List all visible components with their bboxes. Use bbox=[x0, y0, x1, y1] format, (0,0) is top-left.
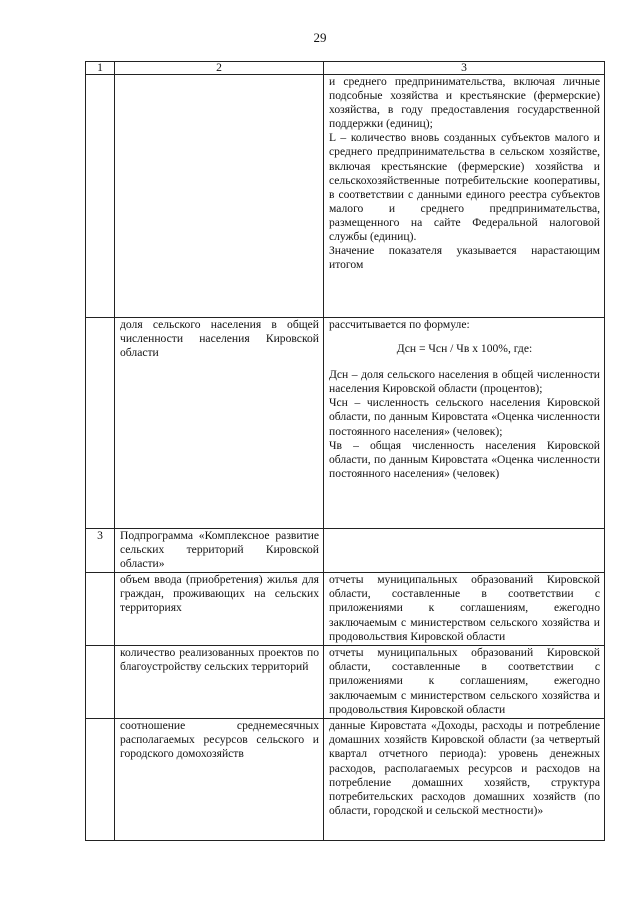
table-row bbox=[86, 573, 605, 646]
table-row bbox=[86, 719, 605, 841]
source-cell bbox=[324, 318, 605, 529]
page-number: 29 bbox=[313, 30, 327, 45]
subprogram-title-cell: Подпрограмма «Комплексное развитие сельских территорий Кировской области» bbox=[115, 529, 324, 573]
paragraph: Чсн – численность сельского населения Кировской области, по данным Кировстата «Оценка численности постоянного населения» (человек); bbox=[329, 396, 600, 438]
indicator-name-cell bbox=[115, 75, 324, 318]
source-cell bbox=[324, 573, 605, 646]
paragraph: данные Кировстата «Доходы, расходы и потребление домашних хозяйств Кировской области (за четвертый квартал отчетного периода): уровень денежных расходов, располагаемых ресурсов и расходов на потребление домашних хозяйств, структура потребительских расходов домашних хозяйств (по области, городской и сельской местности)» bbox=[329, 719, 600, 817]
paragraph: отчеты муниципальных образований Кировской области, составленные в соответствии с приложениями к соглашениям, ежегодно заключаемым с министерством сельского хозяйства и продовольствия Кировской области bbox=[329, 646, 600, 716]
paragraph: L – количество вновь созданных субъектов малого и среднего предпринимательства в сельском хозяйстве, включая крестьянские (фермерские) хозяйства и сельскохозяйственные потребительские кооперативы, в соответствии с данными единого реестра субъектов малого и среднего предпринимательства, размещенного на сайте Федеральной налоговой службы (единиц). bbox=[329, 131, 600, 244]
row-number-cell: 3 bbox=[86, 529, 115, 573]
paragraph: Значение показателя указывается нарастающим итогом bbox=[329, 244, 600, 272]
indicators-table bbox=[85, 61, 605, 841]
row-number-cell bbox=[86, 75, 115, 318]
table-row bbox=[86, 75, 605, 318]
source-cell bbox=[324, 646, 605, 719]
paragraph: Дсн – доля сельского населения в общей численности населения Кировской области (процентов); bbox=[329, 368, 600, 396]
paragraph: отчеты муниципальных образований Кировской области, составленные в соответствии с приложениями к соглашениям, ежегодно заключаемым с министерством сельского хозяйства и продовольствия Кировской области bbox=[329, 573, 600, 643]
paragraph: рассчитывается по формуле: bbox=[329, 318, 470, 331]
table-row bbox=[86, 318, 605, 529]
formula: Дсн = Чсн / Чв x 100%, где: bbox=[396, 342, 533, 356]
indicator-name-cell: количество реализованных проектов по благоустройству сельских территорий bbox=[115, 646, 324, 719]
source-cell bbox=[324, 529, 605, 573]
row-number-cell bbox=[86, 573, 115, 646]
blank-line bbox=[329, 818, 600, 832]
row-number-cell bbox=[86, 719, 115, 841]
indicator-name-cell: доля сельского населения в общей численности населения Кировской области bbox=[115, 318, 324, 529]
paragraph: и среднего предпринимательства, включая личные подсобные хозяйства и крестьянские (фермерские) хозяйства, в году предоставления государственной поддержки (единиц); bbox=[329, 75, 600, 131]
source-cell bbox=[324, 75, 605, 318]
header-col-2: 2 bbox=[115, 62, 324, 75]
paragraph: Чв – общая численность населения Кировской области, по данным Кировстата «Оценка численности постоянного населения» (человек) bbox=[329, 438, 600, 480]
row-number-cell bbox=[86, 646, 115, 719]
table-row bbox=[86, 646, 605, 719]
source-cell bbox=[324, 719, 605, 841]
table-header-row bbox=[86, 62, 605, 75]
row-number-cell bbox=[86, 318, 115, 529]
indicator-name-cell: соотношение среднемесячных располагаемых ресурсов сельского и городского домохозяйств bbox=[115, 719, 324, 841]
header-col-3: 3 bbox=[324, 62, 605, 75]
header-col-1: 1 bbox=[86, 62, 115, 75]
table-row bbox=[86, 529, 605, 573]
indicator-name-cell: объем ввода (приобретения) жилья для граждан, проживающих на сельских территориях bbox=[115, 573, 324, 646]
